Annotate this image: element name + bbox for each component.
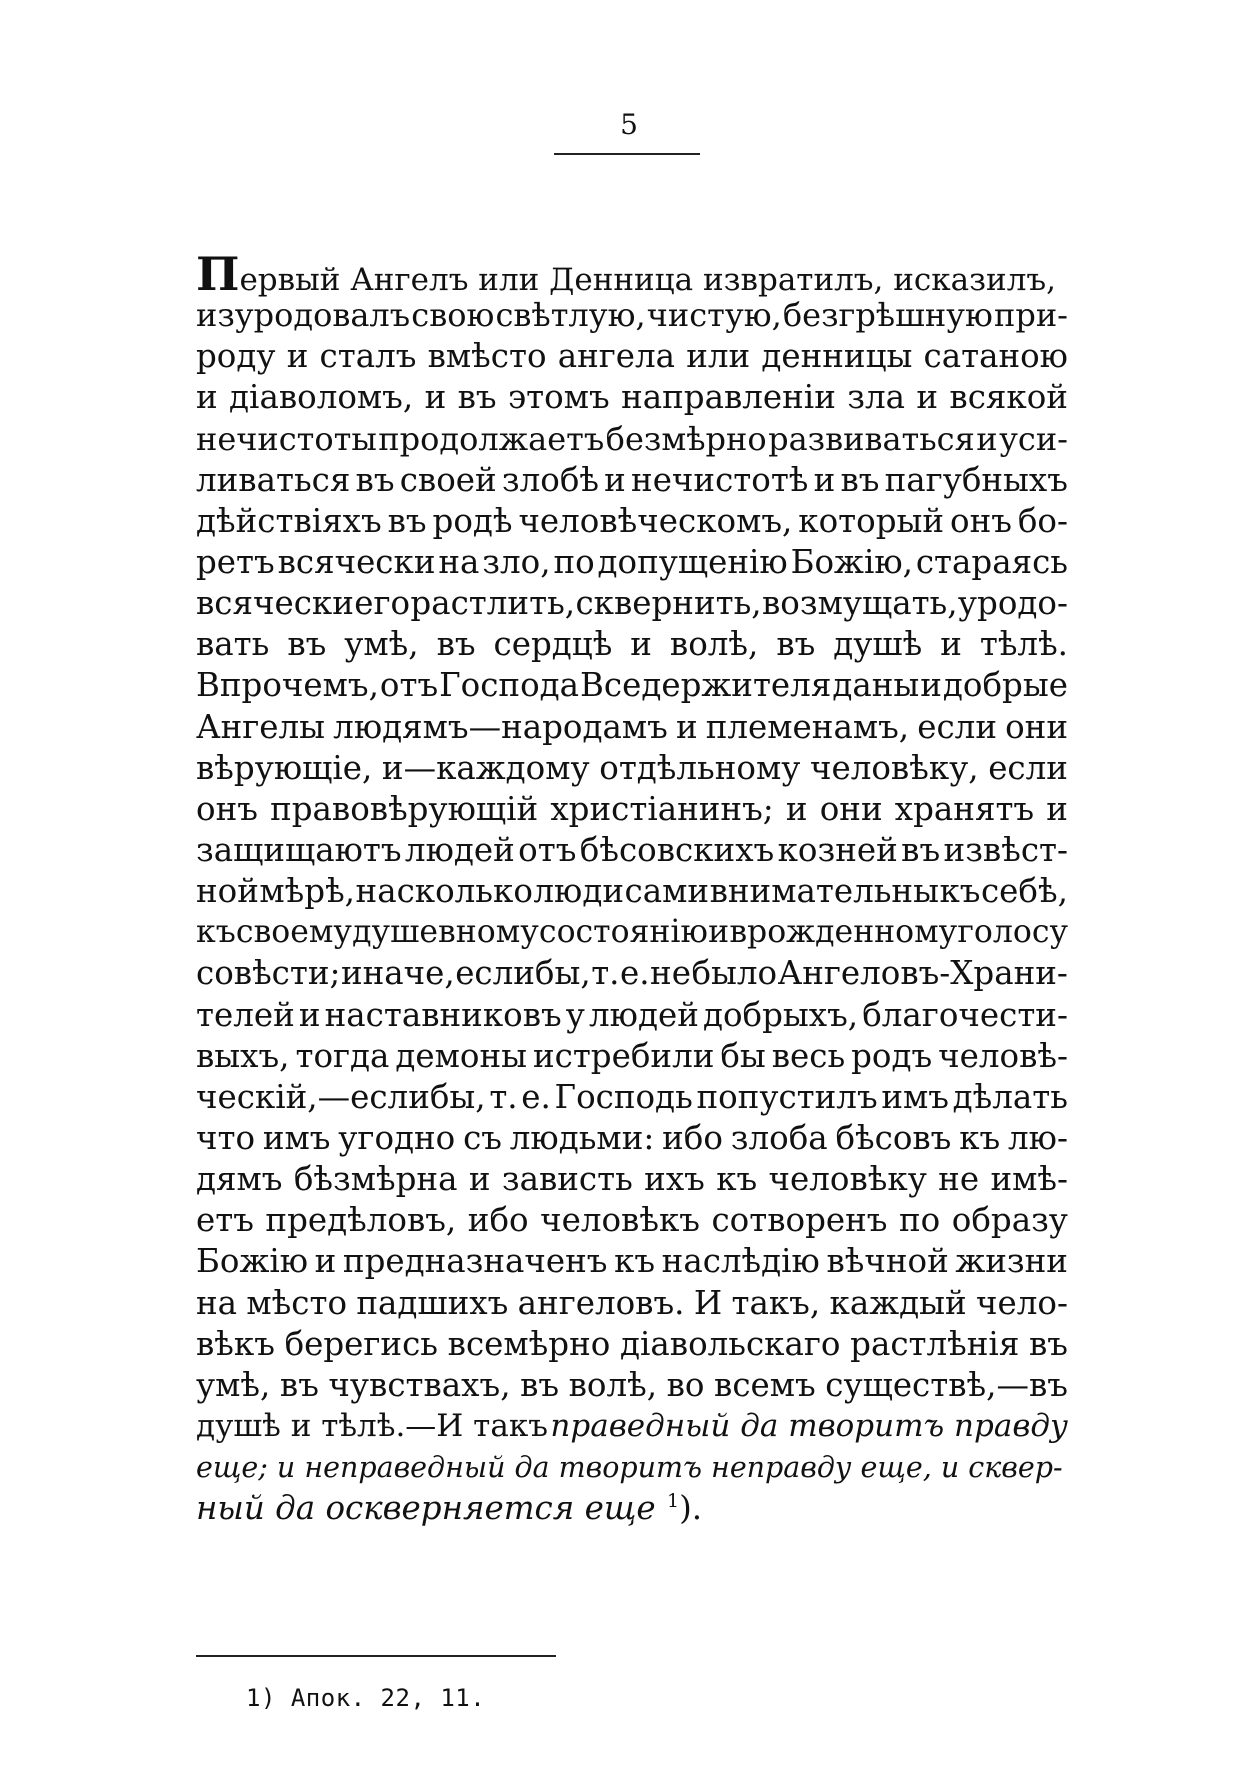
body-text — [196, 247, 1068, 1529]
word: люди — [533, 872, 625, 911]
text-line — [196, 1406, 1068, 1447]
word: Вседержителя — [580, 666, 832, 705]
word: дямъ — [196, 1160, 283, 1199]
word: етъ — [196, 1201, 254, 1240]
word: сталъ — [319, 337, 417, 376]
word: этомъ — [507, 378, 610, 417]
word: вѣрующіе, — [196, 748, 373, 787]
word: жизни — [955, 1242, 1068, 1281]
text-line — [196, 460, 1068, 501]
word: Ангелы — [196, 707, 326, 746]
text-line — [196, 995, 1068, 1036]
word: ретъ — [196, 542, 275, 581]
word: чистую, — [646, 296, 782, 335]
text-line — [196, 1283, 1068, 1324]
line-text: ервый Ангелъ или Денница извратилъ, исказилъ, — [239, 262, 1056, 298]
word: бѣсовъ — [835, 1118, 952, 1157]
word: сами — [624, 872, 710, 911]
word: и — [675, 707, 698, 746]
line-text: душѣ и тѣлѣ.—И такъ — [196, 1407, 548, 1444]
word: козней — [777, 830, 898, 869]
word: развиваться — [768, 419, 975, 458]
text-line — [196, 1241, 1068, 1282]
word: въ — [387, 501, 427, 540]
word: сотворенъ — [711, 1201, 888, 1240]
text-line — [196, 912, 1068, 953]
word: т. — [489, 1077, 518, 1116]
text-line — [196, 1118, 1068, 1159]
word: который — [798, 501, 945, 540]
word: Божію — [196, 1242, 309, 1281]
word: выхъ, — [196, 1036, 290, 1075]
text-line — [196, 295, 1068, 336]
word: роду — [196, 337, 276, 376]
word: отъ — [379, 666, 439, 705]
word: при- — [994, 296, 1068, 335]
word: и — [785, 789, 808, 828]
word: И — [693, 1283, 723, 1322]
word: тѣлѣ. — [979, 625, 1068, 664]
word: людей — [404, 830, 515, 869]
text-line — [196, 583, 1068, 624]
line-tail: ). — [679, 1489, 703, 1528]
word: и — [813, 460, 836, 499]
word: они — [1005, 707, 1068, 746]
word: себѣ, — [980, 872, 1068, 911]
word: и—каждому — [381, 748, 590, 787]
text-line — [196, 665, 1068, 706]
word: на — [196, 1283, 238, 1322]
word: имѣ- — [990, 1160, 1068, 1199]
word: уси- — [999, 419, 1068, 458]
word: діавольскаго — [620, 1324, 841, 1363]
footnote-rule — [196, 1655, 556, 1657]
text-line — [196, 953, 1068, 994]
word: родѣ — [432, 501, 513, 540]
word: ибо — [467, 1201, 529, 1240]
word: бы — [720, 1036, 766, 1075]
word: денницы — [761, 337, 913, 376]
word: къ — [614, 1242, 656, 1281]
word: въ — [776, 625, 816, 664]
word: т. — [591, 954, 620, 993]
word: растлѣнія — [850, 1324, 1020, 1363]
text-line — [196, 501, 1068, 542]
word: вать — [196, 625, 270, 664]
word: добрые — [942, 666, 1068, 705]
word: имъ — [881, 1077, 949, 1116]
scripture-quote: ный да оскверняется еще — [196, 1489, 656, 1528]
word: и — [708, 914, 730, 951]
word: въ — [901, 830, 941, 869]
word: мѣсто — [246, 1283, 348, 1322]
word: вѣкъ — [196, 1324, 275, 1363]
word: бо- — [1017, 501, 1068, 540]
word: къ — [939, 872, 981, 911]
word: сквернить, — [575, 584, 762, 623]
word: человѣкъ — [540, 1201, 700, 1240]
text-line — [196, 871, 1068, 912]
word: такъ, — [731, 1283, 821, 1322]
word: продолжаетъ — [378, 419, 605, 458]
word: людямъ—народамъ — [333, 707, 668, 746]
word: душевному — [352, 914, 539, 951]
word: сатаною — [923, 337, 1068, 376]
word: совѣсти; — [196, 954, 341, 993]
word: по — [553, 542, 595, 581]
word: телей — [196, 995, 295, 1034]
word: ливаться — [196, 460, 351, 499]
word: и — [916, 378, 939, 417]
word: тогда — [295, 1036, 390, 1075]
word: насколько — [355, 872, 533, 911]
word: человѣку — [768, 1160, 927, 1199]
word: и — [314, 1242, 337, 1281]
word: лю- — [1008, 1118, 1068, 1157]
header-rule — [554, 153, 700, 155]
word: попустилъ — [696, 1077, 878, 1116]
word: въ — [436, 625, 476, 664]
word: и — [630, 625, 652, 664]
word: возмущать, — [761, 584, 958, 623]
word: на — [438, 542, 480, 581]
word: нечистоты — [196, 419, 377, 458]
word: врожденному — [729, 914, 958, 951]
word: всякой — [949, 378, 1068, 417]
scripture-quote: еще; и неправедный да творитъ неправду еще, и сквер- — [196, 1451, 1063, 1485]
word: вѣчной — [826, 1242, 949, 1281]
word: всячески — [196, 584, 354, 623]
word: и — [976, 419, 998, 458]
first-line — [196, 247, 1056, 301]
word: діаволомъ, — [229, 378, 414, 417]
text-line — [196, 1488, 1068, 1529]
word: дѣйствіяхъ — [196, 501, 382, 540]
word: ангела — [557, 337, 676, 376]
word: истребили — [532, 1036, 715, 1075]
scripture-quote: праведный да творитъ правду — [550, 1407, 1068, 1444]
word: душѣ — [833, 625, 923, 664]
word: ной — [196, 872, 259, 911]
word: умѣ, — [196, 1365, 271, 1404]
word: христіанинъ; — [550, 789, 774, 828]
word: и — [298, 995, 321, 1034]
word: не — [938, 1160, 980, 1199]
word: чело- — [976, 1283, 1068, 1322]
word: отдѣльному — [599, 748, 801, 787]
word: безмѣрно — [605, 419, 767, 458]
word: свою — [411, 296, 495, 335]
word: внимательны — [709, 872, 939, 911]
word: бѣзмѣрна — [293, 1160, 458, 1199]
text-line — [196, 1159, 1068, 1200]
word: каждый — [829, 1283, 967, 1322]
text-line — [196, 748, 1068, 789]
text-line — [196, 789, 1068, 830]
word: иначе, — [340, 954, 455, 993]
word: изуродовалъ — [196, 296, 411, 335]
word: благочести- — [862, 995, 1068, 1034]
word: людей — [589, 995, 699, 1034]
word: даны — [832, 666, 920, 705]
text-line — [196, 377, 1068, 418]
word: умѣ, — [344, 625, 419, 664]
word: его — [354, 584, 411, 623]
word: бѣсовскихъ — [579, 830, 775, 869]
word: и — [196, 378, 218, 417]
word: падшихъ — [356, 1283, 509, 1322]
text-line — [196, 830, 1068, 871]
word: онъ — [950, 501, 1012, 540]
word: Ангеловъ-Храни- — [777, 954, 1068, 993]
word: правовѣрующій — [270, 789, 539, 828]
drop-cap: П — [196, 247, 240, 301]
word: предназначенъ — [342, 1242, 608, 1281]
word: вмѣсто — [427, 337, 547, 376]
word: существѣ,—въ — [825, 1365, 1068, 1404]
word: Впрочемъ, — [196, 666, 379, 705]
word: къ — [196, 914, 236, 951]
word: берегись — [284, 1324, 438, 1363]
word: растлить, — [410, 584, 576, 623]
word: голосу — [957, 914, 1068, 951]
word: людьми: — [509, 1118, 655, 1157]
word: всемъ — [714, 1365, 816, 1404]
word: весь — [771, 1036, 846, 1075]
word: демоны — [395, 1036, 528, 1075]
word: что — [196, 1118, 256, 1157]
word: ческій,—еслибы, — [196, 1077, 486, 1116]
text-line — [196, 1447, 1068, 1488]
word: отъ — [518, 830, 577, 869]
word: наставниковъ — [324, 995, 562, 1034]
word: въ — [520, 1365, 560, 1404]
word: своему — [235, 914, 352, 951]
word: въ — [457, 378, 497, 417]
word: своей — [399, 460, 497, 499]
word: и — [920, 666, 942, 705]
word: направленіи — [621, 378, 836, 417]
word: всячески — [277, 542, 436, 581]
word: или — [686, 337, 751, 376]
word: еслибы, — [455, 954, 591, 993]
word: Господь — [554, 1077, 693, 1116]
word: зло, — [482, 542, 551, 581]
text-line — [196, 1200, 1068, 1241]
word: по — [899, 1201, 941, 1240]
word: добрыхъ, — [702, 995, 859, 1034]
word: имъ — [262, 1118, 331, 1157]
text-line — [196, 1036, 1068, 1077]
word: и — [604, 460, 626, 499]
word: Божію, — [790, 542, 913, 581]
word: ихъ — [644, 1160, 705, 1199]
text-line — [196, 336, 1068, 377]
word: къ — [959, 1118, 1001, 1157]
text-line — [196, 707, 1068, 748]
word: волѣ, — [568, 1365, 658, 1404]
word: ангеловъ. — [517, 1283, 685, 1322]
word: въ — [287, 625, 327, 664]
word: въ — [355, 460, 395, 499]
word: нечистотѣ — [631, 460, 809, 499]
word: образу — [951, 1201, 1068, 1240]
word: не — [650, 954, 691, 993]
text-line — [196, 624, 1068, 665]
word: и — [468, 1160, 491, 1199]
word: и — [286, 337, 309, 376]
text-line — [196, 1077, 1068, 1118]
word: е. — [619, 954, 650, 993]
word: дѣлать — [952, 1077, 1068, 1116]
word: зла — [847, 378, 905, 417]
text-line — [196, 247, 1068, 301]
word: человѣческомъ, — [518, 501, 793, 540]
word: уродо- — [957, 584, 1068, 623]
word: хранятъ — [894, 789, 1035, 828]
word: въ — [1029, 1324, 1068, 1363]
word: если — [988, 748, 1068, 787]
word: къ — [716, 1160, 758, 1199]
word: угодно — [338, 1118, 456, 1157]
word: допущенію — [597, 542, 788, 581]
word: злобѣ — [501, 460, 599, 499]
word: въ — [840, 460, 880, 499]
word: Господа — [439, 666, 580, 705]
footnote-marker: 1 — [666, 1490, 680, 1513]
word: чувствахъ, — [328, 1365, 511, 1404]
word: у — [565, 995, 585, 1034]
text-line — [196, 419, 1068, 460]
word: е. — [521, 1077, 551, 1116]
word: было — [691, 954, 778, 993]
word: стараясь — [915, 542, 1068, 581]
word: волѣ, — [669, 625, 759, 664]
word: мѣрѣ, — [259, 872, 356, 911]
word: они — [819, 789, 883, 828]
word: защищаютъ — [196, 830, 402, 869]
word: и — [424, 378, 447, 417]
word: состоянію — [538, 914, 708, 951]
word: человѣку, — [810, 748, 979, 787]
word: наслѣдію — [661, 1242, 820, 1281]
text-line — [196, 1324, 1068, 1365]
text-line — [196, 1365, 1068, 1406]
word: во — [666, 1365, 705, 1404]
word: человѣ- — [938, 1036, 1068, 1075]
word: свѣтлую, — [495, 296, 646, 335]
word: предѣловъ, — [265, 1201, 457, 1240]
word: безгрѣшную — [782, 296, 993, 335]
footnote-reference — [667, 1488, 702, 1529]
word: ибо — [662, 1118, 723, 1157]
word: зависть — [501, 1160, 633, 1199]
word: пагубныхъ — [884, 460, 1068, 499]
word: злоба — [730, 1118, 828, 1157]
word: съ — [463, 1118, 502, 1157]
word: родъ — [851, 1036, 933, 1075]
word: и — [940, 625, 962, 664]
word: всемѣрно — [447, 1324, 611, 1363]
word: извѣст- — [943, 830, 1068, 869]
word: онъ — [196, 789, 258, 828]
word: сердцѣ — [493, 625, 613, 664]
footnote: 1) Апок. 22, 11. — [246, 1684, 486, 1712]
word: племенамъ, — [705, 707, 910, 746]
word: въ — [279, 1365, 319, 1404]
text-line — [196, 542, 1068, 583]
page-number: 5 — [620, 108, 639, 141]
word: если — [917, 707, 997, 746]
word: и — [1046, 789, 1068, 828]
